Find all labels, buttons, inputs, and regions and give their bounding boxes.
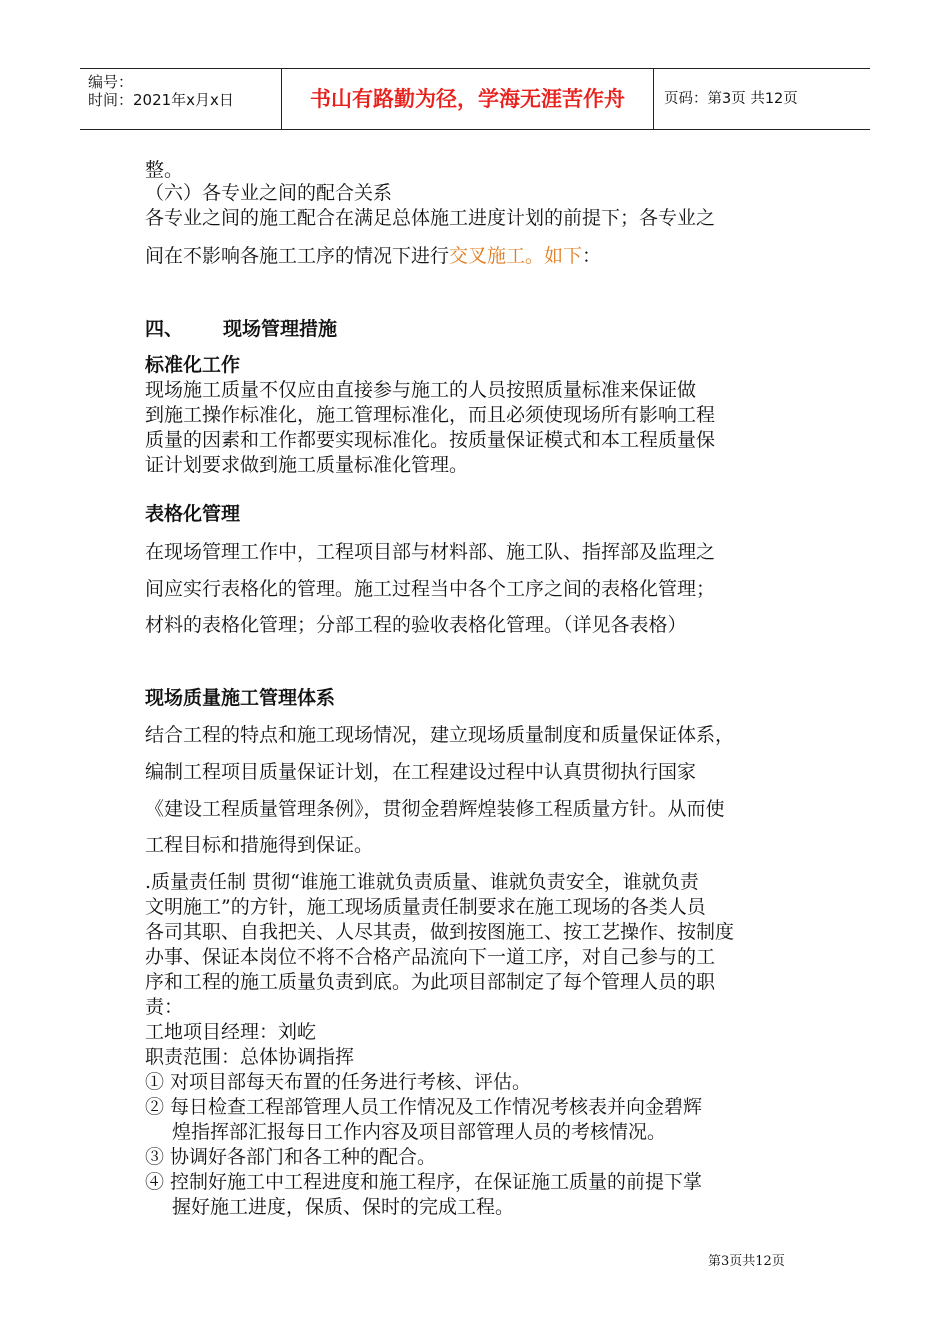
section6-heading: （六）各专业之间的配合关系 <box>145 182 393 204</box>
responsibility-line: 文明施工”的方针，施工现场质量责任制要求在施工现场的各类人员 <box>145 896 706 918</box>
header-page-label: 页码：第3页 共12页 <box>664 91 798 107</box>
section6-text-a: 间在不影响各施工工序的情况下进行 <box>145 245 450 267</box>
standard-line: 现场施工质量不仅应由直接参与施工的人员按照质量标准来保证做 <box>145 379 697 401</box>
page-header <box>80 68 870 130</box>
section6-continuation: 整。 <box>145 159 184 181</box>
duty-item: ② 每日检查工程部管理人员工作情况及工作情况考核表并向金碧辉 <box>145 1096 703 1118</box>
header-meta <box>80 69 282 129</box>
header-motto: 书山有路勤为径，学海无涯苦作舟 <box>310 87 625 111</box>
section6-paragraph-line-2 <box>145 244 601 268</box>
responsibility-line: 序和工程的施工质量负责到底。为此项目部制定了每个管理人员的职 <box>145 971 716 993</box>
responsibility-scope: 职责范围：总体协调指挥 <box>145 1046 355 1068</box>
duty-item: ③ 协调好各部门和各工种的配合。 <box>145 1146 437 1168</box>
page-footer-number: 第3页共12页 <box>708 1254 785 1269</box>
table-mgmt-heading: 表格化管理 <box>145 503 241 525</box>
quality-system-line: 《建设工程质量管理条例》，贯彻金碧辉煌装修工程质量方针。从而使 <box>145 798 725 820</box>
header-time-label: 时间：2021年x月x日 <box>88 91 234 109</box>
responsibility-line: 办事、保证本岗位不将不合格产品流向下一道工序，对自己参与的工 <box>145 946 716 968</box>
standard-line: 到施工操作标准化，施工管理标准化，而且必须使现场所有影响工程 <box>145 404 716 426</box>
quality-system-line: 工程目标和措施得到保证。 <box>145 834 374 856</box>
quality-system-line: 结合工程的特点和施工现场情况，建立现场质量制度和质量保证体系， <box>145 724 735 746</box>
duty-item-continuation: 握好施工进度，保质、保时的完成工程。 <box>172 1196 515 1218</box>
header-number-label: 编号： <box>88 73 134 91</box>
duty-item: ④ 控制好施工中工程进度和施工程序，在保证施工质量的前提下掌 <box>145 1171 703 1193</box>
quality-system-line: 编制工程项目质量保证计划，在工程建设过程中认真贯彻执行国家 <box>145 761 697 783</box>
responsibility-line: 各司其职、自我把关、人尽其责，做到按图施工、按工艺操作、按制度 <box>145 921 735 943</box>
header-motto-cell <box>282 69 654 129</box>
standard-line: 质量的因素和工作都要实现标准化。按质量保证模式和本工程质量保 <box>145 429 716 451</box>
standard-line: 证计划要求做到施工质量标准化管理。 <box>145 454 469 476</box>
standard-heading: 标准化工作 <box>145 354 241 376</box>
responsibility-line: .质量责任制 贯彻“谁施工谁就负责质量、谁就负责安全，谁就负责 <box>145 871 699 893</box>
section6-highlight: 交叉施工。如下 <box>449 245 583 267</box>
duty-item-continuation: 煌指挥部汇报每日工作内容及项目部管理人员的考核情况。 <box>172 1121 667 1143</box>
header-page-cell <box>654 69 870 129</box>
responsibility-line: 责： <box>145 996 184 1018</box>
section4-number: 四、 <box>145 318 184 340</box>
section6-text-c: ： <box>582 245 602 267</box>
section4-title: 现场管理措施 <box>223 318 338 340</box>
project-manager: 工地项目经理：刘屹 <box>145 1021 317 1043</box>
table-mgmt-line: 材料的表格化管理；分部工程的验收表格化管理。（详见各表格） <box>145 614 687 636</box>
table-mgmt-line: 在现场管理工作中，工程项目部与材料部、施工队、指挥部及监理之 <box>145 541 716 563</box>
table-mgmt-line: 间应实行表格化的管理。施工过程当中各个工序之间的表格化管理； <box>145 578 716 600</box>
quality-system-heading: 现场质量施工管理体系 <box>145 687 336 709</box>
duty-item: ① 对项目部每天布置的任务进行考核、评估。 <box>145 1071 532 1093</box>
section6-paragraph-line-1: 各专业之间的施工配合在满足总体施工进度计划的前提下；各专业之 <box>145 207 716 229</box>
section4-heading <box>145 317 337 341</box>
